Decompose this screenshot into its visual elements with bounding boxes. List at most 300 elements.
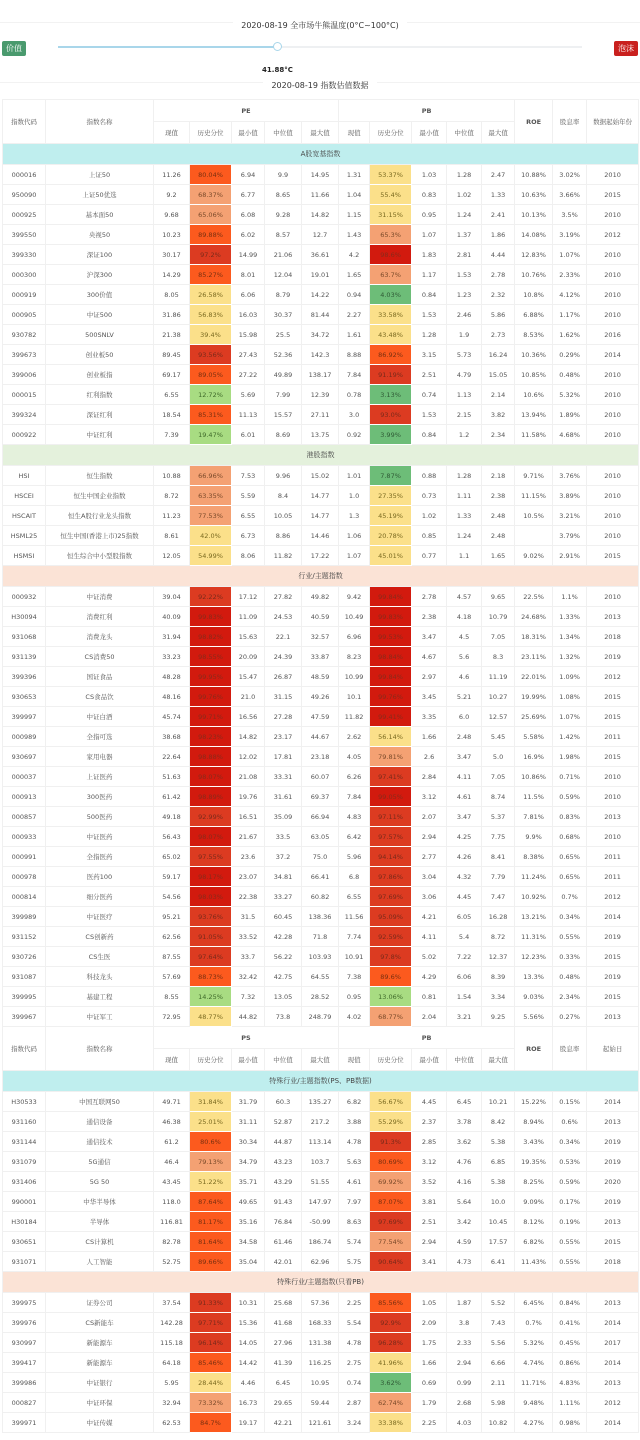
value-cell: 6.82% <box>515 1232 553 1252</box>
subheader-cell: 历史分位 <box>370 122 412 144</box>
value-cell: 8.01 <box>232 265 265 285</box>
value-cell: 3.35 <box>412 707 447 727</box>
value-cell: 21.38 <box>154 325 190 345</box>
table-row <box>3 345 639 365</box>
index-code: 000015 <box>3 385 46 405</box>
subheader-cell: 现值 <box>339 1049 370 1071</box>
value-cell: 52.36 <box>265 345 302 365</box>
value-cell: 5.02 <box>412 947 447 967</box>
index-name: 中证银行 <box>46 1373 154 1393</box>
value-cell: 64.55 <box>302 967 339 987</box>
index-name: 通信设备 <box>46 1112 154 1132</box>
value-cell: 9.2 <box>154 185 190 205</box>
value-cell: 2010 <box>587 205 639 225</box>
value-cell: 75.0 <box>302 847 339 867</box>
value-cell: 42.01 <box>265 1252 302 1272</box>
value-cell: 5.56% <box>515 1007 553 1027</box>
value-cell: 2010 <box>587 405 639 425</box>
value-cell: 37.54 <box>154 1293 190 1313</box>
table-header-row <box>3 1027 639 1049</box>
value-cell: 2010 <box>587 827 639 847</box>
percentile-cell: 98.84% <box>370 647 412 667</box>
temperature-value: 41.88°C <box>262 66 293 74</box>
index-code: 931071 <box>3 1252 46 1272</box>
value-cell: 131.38 <box>302 1333 339 1353</box>
percentile-cell: 97.69% <box>370 1212 412 1232</box>
value-cell: 10.76% <box>515 265 553 285</box>
percentile-cell: 99.83% <box>370 607 412 627</box>
value-cell: 31.94 <box>154 627 190 647</box>
percentile-cell: 85.31% <box>190 405 232 425</box>
value-cell: 31.86 <box>154 305 190 325</box>
index-code: 000814 <box>3 887 46 907</box>
index-code: 399673 <box>3 345 46 365</box>
value-cell: 2015 <box>587 185 639 205</box>
percentile-cell: 99.71% <box>190 707 232 727</box>
value-cell: 3.21% <box>553 506 587 526</box>
value-cell: 10.05 <box>265 506 302 526</box>
index-name: 创业板指 <box>46 365 154 385</box>
value-cell: 5.4 <box>447 927 482 947</box>
table-row <box>3 265 639 285</box>
value-cell: 31.15 <box>265 687 302 707</box>
value-cell: 11.24% <box>515 867 553 887</box>
value-cell: 61.46 <box>265 1232 302 1252</box>
value-cell: 7.43 <box>482 1313 515 1333</box>
table-row <box>3 587 639 607</box>
index-name: 基本面50 <box>46 205 154 225</box>
value-cell: 49.26 <box>302 687 339 707</box>
value-cell: 2014 <box>587 1353 639 1373</box>
value-cell: 46.38 <box>154 1112 190 1132</box>
value-cell: 60.3 <box>265 1092 302 1112</box>
value-cell: 0.27% <box>553 1007 587 1027</box>
value-cell: 2.73 <box>482 325 515 345</box>
value-cell: 7.39 <box>154 425 190 445</box>
index-code: 000037 <box>3 767 46 787</box>
value-cell: 1.0 <box>339 486 370 506</box>
table-row <box>3 967 639 987</box>
percentile-cell: 97.41% <box>370 767 412 787</box>
value-cell: 34.72 <box>302 325 339 345</box>
index-name: 创业板50 <box>46 345 154 365</box>
percentile-cell: 95.09% <box>370 907 412 927</box>
section-title: 特殊行业/主题指数(只看PB) <box>3 1272 639 1293</box>
value-cell: 0.98% <box>553 1413 587 1433</box>
value-cell: 4.76 <box>447 1152 482 1172</box>
index-name: 中证传媒 <box>46 1413 154 1433</box>
index-name: 新能源车 <box>46 1333 154 1353</box>
value-cell: 1.11 <box>447 486 482 506</box>
value-cell: 1.66 <box>412 727 447 747</box>
value-cell: 2.33% <box>553 265 587 285</box>
index-code: H30184 <box>3 1212 46 1232</box>
index-name: 恒生综合中小型股指数 <box>46 546 154 566</box>
value-cell: 48.28 <box>154 667 190 687</box>
value-cell: 0.99 <box>447 1373 482 1393</box>
value-cell: 1.89% <box>553 405 587 425</box>
value-cell: 3.02% <box>553 165 587 185</box>
index-code: 931139 <box>3 647 46 667</box>
section-title: A股宽基指数 <box>3 144 639 165</box>
value-cell: 15.47 <box>232 667 265 687</box>
table-row <box>3 405 639 425</box>
percentile-cell: 48.77% <box>190 1007 232 1027</box>
value-cell: 1.1% <box>553 587 587 607</box>
index-code: 000827 <box>3 1393 46 1413</box>
value-cell: 3.82 <box>482 405 515 425</box>
percentile-cell: 31.15% <box>370 205 412 225</box>
percentile-cell: 98.6% <box>370 245 412 265</box>
value-cell: 1.28 <box>447 165 482 185</box>
value-cell: 11.19 <box>482 667 515 687</box>
value-cell: 43.45 <box>154 1172 190 1192</box>
index-code: 000989 <box>3 727 46 747</box>
index-name: 恒生中国(香港上市)25指数 <box>46 526 154 546</box>
value-cell: 0.65% <box>553 847 587 867</box>
value-cell: 8.72 <box>482 927 515 947</box>
value-cell: 217.2 <box>302 1112 339 1132</box>
value-cell: 23.18 <box>302 747 339 767</box>
table-row <box>3 1252 639 1272</box>
value-cell: 1.53 <box>412 305 447 325</box>
value-cell: 1.98% <box>553 747 587 767</box>
index-name: 证券公司 <box>46 1293 154 1313</box>
value-cell: 3.0 <box>339 405 370 425</box>
table-row <box>3 385 639 405</box>
value-cell: 40.09 <box>154 607 190 627</box>
value-cell: 6.45 <box>265 1373 302 1393</box>
value-cell: 91.43 <box>265 1192 302 1212</box>
value-cell: 8.3 <box>482 647 515 667</box>
value-cell: 8.72 <box>154 486 190 506</box>
value-cell: 6.41 <box>482 1252 515 1272</box>
value-cell: 46.4 <box>154 1152 190 1172</box>
table-row <box>3 927 639 947</box>
percentile-cell: 42.0% <box>190 526 232 546</box>
value-cell: 64.18 <box>154 1353 190 1373</box>
value-cell: 11.82 <box>265 546 302 566</box>
header-name: 指数名称 <box>46 100 154 144</box>
value-cell: 2.46 <box>447 305 482 325</box>
value-cell: 6.88% <box>515 305 553 325</box>
value-cell: 0.84 <box>412 425 447 445</box>
value-cell: 5.37 <box>482 807 515 827</box>
value-cell: 7.99 <box>265 385 302 405</box>
value-cell: 3.47 <box>447 807 482 827</box>
index-name: 5G 50 <box>46 1172 154 1192</box>
table-row <box>3 647 639 667</box>
value-cell: 11.31% <box>515 927 553 947</box>
index-code: 399975 <box>3 1293 46 1313</box>
percentile-cell: 91.05% <box>190 927 232 947</box>
value-cell: 9.48% <box>515 1393 553 1413</box>
percentile-cell: 65.3% <box>370 225 412 245</box>
percentile-cell: 98.82% <box>190 627 232 647</box>
index-name: 上证50优选 <box>46 185 154 205</box>
value-cell: 32.57 <box>302 627 339 647</box>
value-cell: 2.75 <box>339 1353 370 1373</box>
value-cell: 0.77 <box>412 546 447 566</box>
value-cell: 2.84 <box>412 767 447 787</box>
index-name: 中华半导体 <box>46 1192 154 1212</box>
value-cell: 4.78 <box>339 1333 370 1353</box>
value-cell: 87.55 <box>154 947 190 967</box>
value-cell: 6.55 <box>154 385 190 405</box>
percentile-cell: 55.29% <box>370 1112 412 1132</box>
value-cell: 49.89 <box>265 365 302 385</box>
value-cell: 0.81 <box>412 987 447 1007</box>
value-cell: 14.05 <box>232 1333 265 1353</box>
percentile-cell: 97.64% <box>190 947 232 967</box>
percentile-cell: 7.87% <box>370 466 412 486</box>
value-cell: 10.49 <box>339 607 370 627</box>
value-cell: 5.52 <box>482 1293 515 1313</box>
value-cell: 5.64 <box>447 1192 482 1212</box>
value-cell: 2010 <box>587 787 639 807</box>
value-cell: 19.35% <box>515 1152 553 1172</box>
value-cell: 5.32% <box>553 385 587 405</box>
index-name: 中证白酒 <box>46 707 154 727</box>
value-cell: 8.88 <box>339 345 370 365</box>
value-cell: 4.44 <box>482 245 515 265</box>
value-cell: 2010 <box>587 486 639 506</box>
value-cell: 36.61 <box>302 245 339 265</box>
percentile-cell: 68.77% <box>370 1007 412 1027</box>
value-cell: 5.59 <box>232 486 265 506</box>
value-cell: 57.69 <box>154 967 190 987</box>
value-cell: 2015 <box>587 747 639 767</box>
value-cell: 2010 <box>587 587 639 607</box>
value-cell: 4.21 <box>412 907 447 927</box>
value-cell: 2020 <box>587 1172 639 1192</box>
percentile-cell: 87.64% <box>190 1192 232 1212</box>
index-name: 沪深300 <box>46 265 154 285</box>
index-name: 全指医药 <box>46 847 154 867</box>
value-cell: 7.84 <box>339 365 370 385</box>
value-cell: 5.38 <box>482 1172 515 1192</box>
value-cell: 2.68 <box>447 1393 482 1413</box>
index-code: HSCAIT <box>3 506 46 526</box>
value-cell: 14.99 <box>232 245 265 265</box>
value-cell: 0.45% <box>553 1333 587 1353</box>
value-cell: 4.02 <box>339 1007 370 1027</box>
index-name: 上证医药 <box>46 767 154 787</box>
value-cell: 23.17 <box>265 727 302 747</box>
index-name: 深证红利 <box>46 405 154 425</box>
value-cell: 25.68 <box>265 1293 302 1313</box>
index-code: 399417 <box>3 1353 46 1373</box>
table-row <box>3 807 639 827</box>
value-cell: 8.12% <box>515 1212 553 1232</box>
value-cell: 8.74 <box>482 787 515 807</box>
index-code: 399006 <box>3 365 46 385</box>
value-cell: 1.11% <box>553 1393 587 1413</box>
value-cell: 0.83% <box>553 807 587 827</box>
value-cell: 103.93 <box>302 947 339 967</box>
value-cell: 118.0 <box>154 1192 190 1212</box>
value-cell: 13.3% <box>515 967 553 987</box>
value-cell: 49.82 <box>302 587 339 607</box>
value-cell: 10.13% <box>515 205 553 225</box>
value-cell: 2.14 <box>482 385 515 405</box>
value-cell: 0.53% <box>553 1152 587 1172</box>
percentile-cell: 3.13% <box>370 385 412 405</box>
percentile-cell: 69.92% <box>370 1172 412 1192</box>
value-cell: 4.29 <box>412 967 447 987</box>
value-cell: 0.7% <box>515 1313 553 1333</box>
value-cell: 2015 <box>587 947 639 967</box>
section-header <box>3 144 639 165</box>
value-cell: 59.44 <box>302 1393 339 1413</box>
value-cell: 147.97 <box>302 1192 339 1212</box>
value-cell: 2.38 <box>412 607 447 627</box>
value-cell: 16.03 <box>232 305 265 325</box>
index-code: 399396 <box>3 667 46 687</box>
value-cell: 0.48% <box>553 365 587 385</box>
percentile-cell: 81.17% <box>190 1212 232 1232</box>
subheader-cell: 最大值 <box>482 122 515 144</box>
percentile-cell: 91.3% <box>370 1132 412 1152</box>
table-row <box>3 506 639 526</box>
value-cell: 15.98 <box>232 325 265 345</box>
value-cell: 35.04 <box>232 1252 265 1272</box>
table-row <box>3 365 639 385</box>
value-cell: 4.03 <box>447 1413 482 1433</box>
value-cell: 13.94% <box>515 405 553 425</box>
percentile-cell: 99.76% <box>190 687 232 707</box>
percentile-cell: 33.38% <box>370 1413 412 1433</box>
index-code: 000913 <box>3 787 46 807</box>
value-cell: 2014 <box>587 1092 639 1112</box>
value-cell: 1.2 <box>447 425 482 445</box>
value-cell: 14.82 <box>302 205 339 225</box>
bubble-badge: 泡沫 <box>614 41 638 56</box>
value-cell: 4.2 <box>339 245 370 265</box>
value-cell: 10.23 <box>154 225 190 245</box>
value-cell: 1.15 <box>339 205 370 225</box>
percentile-cell: 89.05% <box>190 365 232 385</box>
value-cell: 48.16 <box>154 687 190 707</box>
value-cell: 7.97 <box>339 1192 370 1212</box>
value-cell: 15.05 <box>482 365 515 385</box>
value-cell: 10.82 <box>482 1413 515 1433</box>
value-cell: 34.79 <box>232 1152 265 1172</box>
value-cell: 2.6 <box>412 747 447 767</box>
value-cell: 5.96 <box>339 847 370 867</box>
value-cell: 2014 <box>587 907 639 927</box>
value-cell: 4.78 <box>339 1132 370 1152</box>
table-row <box>3 987 639 1007</box>
percentile-cell: 97.11% <box>370 807 412 827</box>
value-cell: 9.02% <box>515 546 553 566</box>
value-cell: 5.69 <box>232 385 265 405</box>
value-cell: 2013 <box>587 1293 639 1313</box>
percentile-cell: 68.37% <box>190 185 232 205</box>
value-cell: 27.96 <box>265 1333 302 1353</box>
value-cell: 142.28 <box>154 1313 190 1333</box>
value-cell: 10.86% <box>515 767 553 787</box>
value-cell: 6.8 <box>339 867 370 887</box>
index-code: 000932 <box>3 587 46 607</box>
value-cell: 2.18 <box>482 466 515 486</box>
value-cell: 27.82 <box>265 587 302 607</box>
value-cell: 8.38% <box>515 847 553 867</box>
value-cell: 10.85% <box>515 365 553 385</box>
value-cell: 10.21 <box>482 1092 515 1112</box>
value-cell: 7.32 <box>232 987 265 1007</box>
table-row <box>3 887 639 907</box>
value-cell: 9.96 <box>265 466 302 486</box>
index-code: 399989 <box>3 907 46 927</box>
value-cell: 1.34% <box>553 627 587 647</box>
table-row <box>3 1112 639 1132</box>
value-cell: 0.68% <box>553 827 587 847</box>
value-cell: 82.78 <box>154 1232 190 1252</box>
index-code: 930653 <box>3 687 46 707</box>
value-cell: 4.83 <box>339 807 370 827</box>
table-row <box>3 1152 639 1172</box>
value-cell: 16.9% <box>515 747 553 767</box>
value-cell: 113.14 <box>302 1132 339 1152</box>
percentile-cell: 3.62% <box>370 1373 412 1393</box>
value-cell: 3.24 <box>339 1413 370 1433</box>
value-cell: 24.39 <box>265 647 302 667</box>
value-cell: 4.5 <box>447 627 482 647</box>
percentile-cell: 80.04% <box>190 165 232 185</box>
value-cell: 0.33% <box>553 947 587 967</box>
value-cell: 2010 <box>587 305 639 325</box>
value-cell: 30.17 <box>154 245 190 265</box>
value-cell: 4.11 <box>447 767 482 787</box>
percentile-cell: 89.88% <box>190 225 232 245</box>
value-cell: 31.11 <box>232 1112 265 1132</box>
value-cell: 21.67 <box>232 827 265 847</box>
value-cell: 3.89% <box>553 486 587 506</box>
value-cell: 19.99% <box>515 687 553 707</box>
value-cell: 42.28 <box>265 927 302 947</box>
percentile-cell: 93.56% <box>190 345 232 365</box>
percentile-cell: 97.8% <box>370 947 412 967</box>
value-cell: 9.9 <box>265 165 302 185</box>
percentile-cell: 56.67% <box>370 1092 412 1112</box>
value-cell: 16.51 <box>232 807 265 827</box>
value-cell: 4.12% <box>553 285 587 305</box>
value-cell: 41.39 <box>265 1353 302 1373</box>
index-name: 半导体 <box>46 1212 154 1232</box>
value-cell: 8.86 <box>265 526 302 546</box>
percentile-cell: 85.27% <box>190 265 232 285</box>
value-cell: 6.26 <box>339 767 370 787</box>
value-cell: 3.41 <box>412 1252 447 1272</box>
index-name: 中证消费 <box>46 587 154 607</box>
value-cell: 2.62 <box>339 727 370 747</box>
value-cell: 138.36 <box>302 907 339 927</box>
value-cell: 8.4 <box>265 486 302 506</box>
value-cell: 22.64 <box>154 747 190 767</box>
value-cell: 1.33 <box>482 185 515 205</box>
value-cell: 0.19% <box>553 1212 587 1232</box>
percentile-cell: 96.14% <box>190 1333 232 1353</box>
percentile-cell: 89.6% <box>370 967 412 987</box>
value-cell: 10.88 <box>154 466 190 486</box>
value-cell: 1.02 <box>447 185 482 205</box>
percentile-cell: 92.59% <box>370 927 412 947</box>
value-cell: 56.22 <box>265 947 302 967</box>
value-cell: 10.0 <box>482 1192 515 1212</box>
value-cell: 0.34% <box>553 1132 587 1152</box>
percentile-cell: 79.13% <box>190 1152 232 1172</box>
